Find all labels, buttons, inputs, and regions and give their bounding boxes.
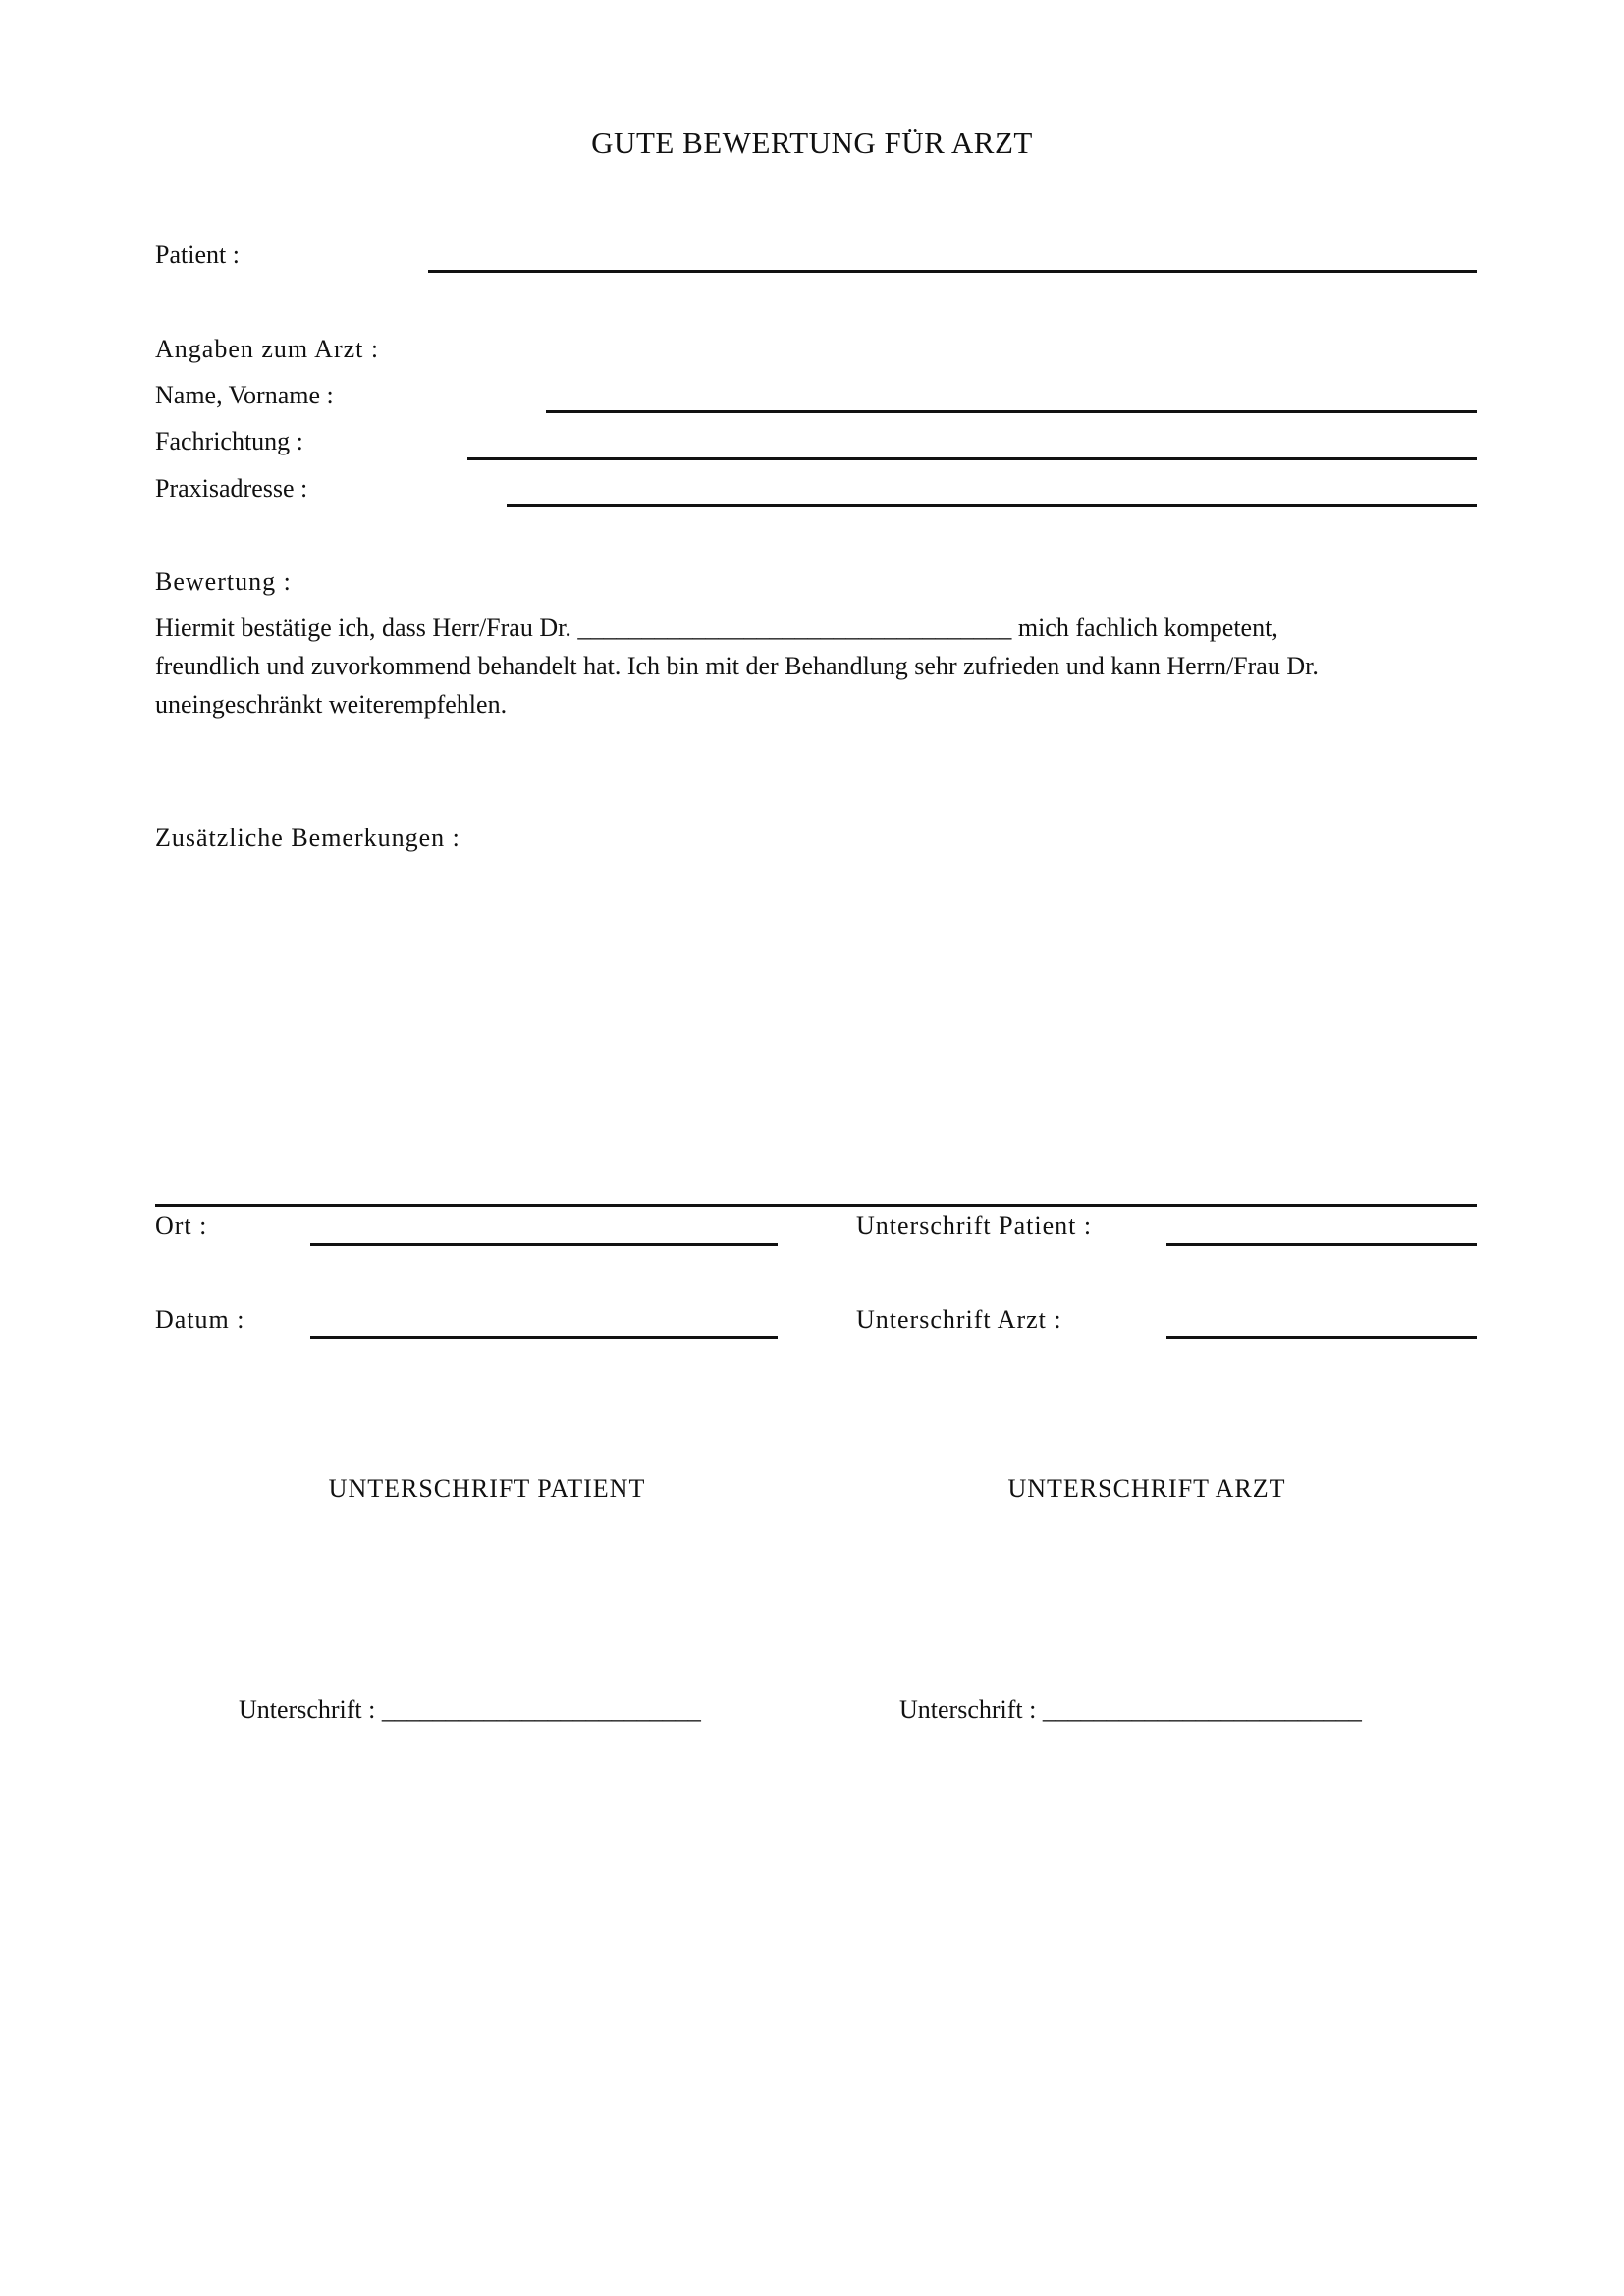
remarks-area[interactable] — [155, 864, 1477, 1198]
rating-statement-line2: freundlich und zuvorkommend behandelt hat. Ich bin mit der Behandlung sehr zufrieden und kann Herrn/Frau Dr. — [155, 652, 1319, 680]
patient-signature-label: Unterschrift Patient : — [856, 1211, 1093, 1240]
rating-statement-line1-start: Hiermit bestätige ich, dass Herr/Frau Dr. — [155, 614, 578, 642]
patient-signature-field[interactable] — [1166, 1243, 1477, 1246]
patient-signature-heading: UNTERSCHRIFT PATIENT — [328, 1474, 646, 1503]
doctor-section-heading: Angaben zum Arzt : — [155, 335, 380, 363]
patient-field[interactable] — [428, 270, 1477, 273]
rating-statement — [155, 609, 1471, 723]
date-field[interactable] — [310, 1336, 778, 1339]
page-title: GUTE BEWERTUNG FÜR ARZT — [591, 126, 1033, 160]
patient-label: Patient : — [155, 240, 240, 269]
practice-address-label: Praxisadresse : — [155, 474, 308, 503]
doctor-signature-label: Unterschrift Arzt : — [856, 1306, 1062, 1334]
doctor-signature-line[interactable]: Unterschrift : _________________________ — [899, 1695, 1362, 1724]
remarks-divider — [155, 1204, 1477, 1207]
place-label: Ort : — [155, 1211, 208, 1240]
date-label: Datum : — [155, 1306, 245, 1334]
doctor-name-field[interactable] — [546, 410, 1477, 413]
doctor-signature-field[interactable] — [1166, 1336, 1477, 1339]
doctor-specialty-label: Fachrichtung : — [155, 427, 303, 455]
doctor-specialty-field[interactable] — [467, 457, 1477, 460]
practice-address-field[interactable] — [507, 504, 1477, 507]
rating-statement-line3: uneingeschränkt weiterempfehlen. — [155, 690, 508, 719]
rating-statement-line1-end: mich fachlich kompetent, — [1011, 614, 1278, 642]
doctor-name-label: Name, Vorname : — [155, 381, 334, 409]
doctor-signature-heading: UNTERSCHRIFT ARZT — [1007, 1474, 1286, 1503]
rating-heading: Bewertung : — [155, 567, 292, 596]
doctor-name-blank[interactable]: __________________________________ — [577, 614, 1012, 642]
remarks-label: Zusätzliche Bemerkungen : — [155, 824, 460, 852]
place-field[interactable] — [310, 1243, 778, 1246]
patient-signature-line[interactable]: Unterschrift : _________________________ — [239, 1695, 701, 1724]
